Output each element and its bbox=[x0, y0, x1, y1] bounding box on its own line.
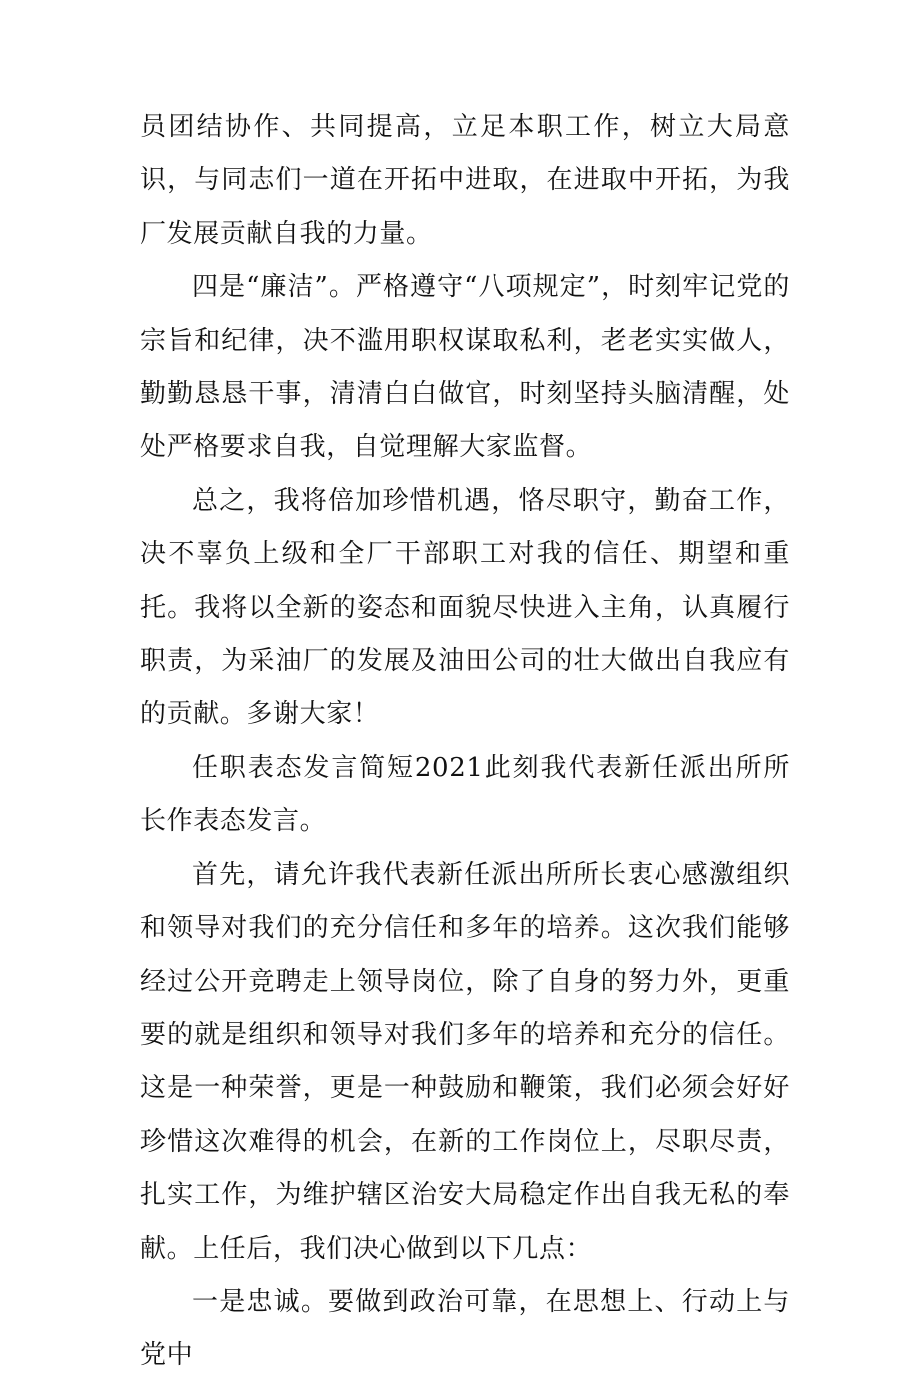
document-body bbox=[140, 101, 790, 1383]
paragraph-integrity: 四是“廉洁”。严格遵守“八项规定”，时刻牢记党的宗旨和纪律，决不滥用职权谋取私利，老老实实做人，勤勤恳恳干事，清清白白做官，时刻坚持头脑清醒，处处严格要求自我，自觉理解大家监督。 bbox=[140, 272, 790, 463]
paragraph-gratitude: 首先，请允许我代表新任派出所所长衷心感激组织和领导对我们的充分信任和多年的培养。这次我们能够经过公开竞聘走上领导岗位，除了自身的努力外，更重要的就是组织和领导对我们多年的培养和充分的信任。这是一种荣誉，更是一种鼓励和鞭策，我们必须会好好珍惜这次难得的机会，在新的工作岗位上，尽职尽责，扎实工作，为维护辖区治安大局稳定作出自我无私的奉献。上任后，我们决心做到以下几点： bbox=[140, 859, 790, 1264]
paragraph-teamwork: 员团结协作、共同提高，立足本职工作，树立大局意识，与同志们一道在开拓中进取，在进取中开拓，为我厂发展贡献自我的力量。 bbox=[140, 112, 790, 249]
paragraph-loyalty: 一是忠诚。要做到政治可靠，在思想上、行动上与党中 bbox=[140, 1286, 790, 1371]
paragraph-speech-title: 任职表态发言简短2021此刻我代表新任派出所所长作表态发言。 bbox=[140, 752, 790, 837]
paragraph-conclusion: 总之，我将倍加珍惜机遇，恪尽职守，勤奋工作，决不辜负上级和全厂干部职工对我的信任、期望和重托。我将以全新的姿态和面貌尽快进入主角，认真履行职责，为采油厂的发展及油田公司的壮大做出自我应有的贡献。多谢大家！ bbox=[140, 485, 790, 730]
